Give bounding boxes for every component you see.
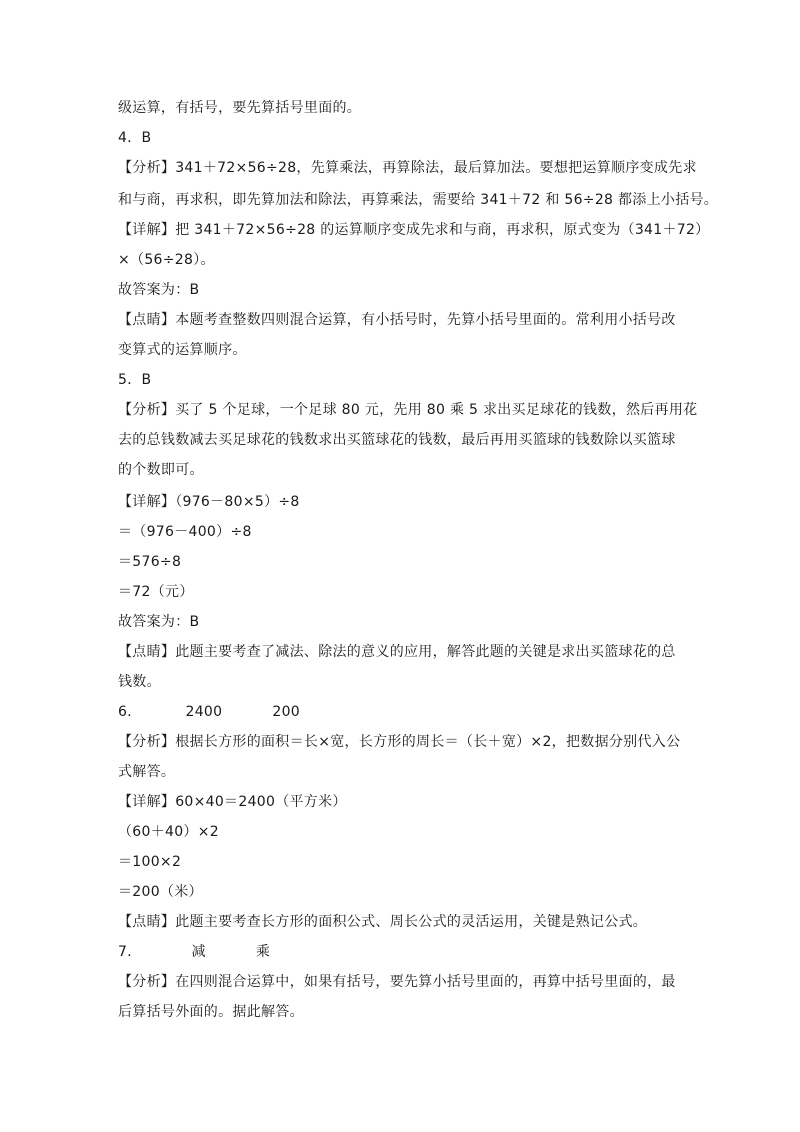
detail-text: （976－80×5）÷8 <box>175 494 300 510</box>
analysis-tag: 【分析】 <box>118 974 176 990</box>
text-line: 后算括号外面的。据此解答。 <box>118 1004 304 1020</box>
answer-heading-q7 <box>118 942 270 962</box>
comment-text: 本题考查整数四则混合运算，有小括号时，先算小括号里面的。常利用小括号改 <box>175 312 676 328</box>
analysis-line <box>118 972 676 992</box>
text-line: 钱数。 <box>118 674 161 690</box>
detail-text: 把 341＋72×56÷28 的运算顺序变成先求和与商，再求积，原式变为（341＋72） <box>175 222 710 238</box>
comment-line <box>118 642 676 662</box>
text-line: 式解答。 <box>118 764 176 780</box>
analysis-tag: 【分析】 <box>118 402 176 418</box>
text-line: ×（56÷28）。 <box>118 252 215 268</box>
equation-line: ＝（976－400）÷8 <box>118 524 252 540</box>
equation-line: ＝100×2 <box>118 854 182 870</box>
comment-tag: 【点睛】 <box>118 914 176 930</box>
detail-line <box>118 220 709 240</box>
question-number: 6． <box>118 704 142 720</box>
detail-text: 60×40＝2400（平方米） <box>175 794 347 810</box>
analysis-tag: 【分析】 <box>118 734 176 750</box>
analysis-text: 341＋72×56÷28，先算乘法，再算除法，最后算加法。要想把运算顺序变成先求 <box>175 160 697 176</box>
equation-line: ＝72（元） <box>118 584 194 600</box>
question-number: 7． <box>118 944 142 960</box>
answer-heading-q5: 5．B <box>118 372 152 388</box>
text-line: 的个数即可。 <box>118 462 204 478</box>
answer-blank-2: 200 <box>272 704 300 720</box>
comment-line <box>118 912 647 932</box>
detail-tag: 【详解】 <box>118 222 176 238</box>
analysis-tag: 【分析】 <box>118 160 176 176</box>
analysis-line <box>118 158 697 178</box>
comment-tag: 【点睛】 <box>118 644 176 660</box>
text-line: 去的总钱数减去买足球花的钱数求出买篮球花的钱数，最后再用买篮球的钱数除以买篮球 <box>118 432 676 448</box>
answer-blank-1: 减 <box>191 944 206 960</box>
analysis-text: 在四则混合运算中，如果有括号，要先算小括号里面的，再算中括号里面的，最 <box>175 974 676 990</box>
answer-blank-1: 2400 <box>185 704 223 720</box>
analysis-line <box>118 732 680 752</box>
comment-tag: 【点睛】 <box>118 312 176 328</box>
equation-line: （60＋40）×2 <box>118 824 219 840</box>
answer-blank-2: 乘 <box>255 944 271 960</box>
analysis-line <box>118 400 697 420</box>
equation-line: ＝200（米） <box>118 884 203 900</box>
detail-line <box>118 492 300 512</box>
answer-line: 故答案为：B <box>118 614 200 630</box>
answer-heading-q4: 4．B <box>118 130 152 146</box>
analysis-text: 根据长方形的面积＝长×宽，长方形的周长＝（长＋宽）×2，把数据分别代入公 <box>175 734 681 750</box>
comment-text: 此题主要考查长方形的面积公式、周长公式的灵活运用，关键是熟记公式。 <box>175 914 648 930</box>
answer-heading-q6 <box>118 702 300 722</box>
detail-tag: 【详解】 <box>118 494 176 510</box>
comment-text: 此题主要考查了减法、除法的意义的应用，解答此题的关键是求出买篮球花的总 <box>175 644 676 660</box>
text-line: 级运算，有括号，要先算括号里面的。 <box>118 100 362 116</box>
detail-line <box>118 792 347 812</box>
text-line: 变算式的运算顺序。 <box>118 342 247 358</box>
equation-line: ＝576÷8 <box>118 554 182 570</box>
answer-line: 故答案为：B <box>118 282 200 298</box>
comment-line <box>118 310 676 330</box>
text-line: 和与商，再求积，即先算加法和除法，再算乘法，需要给 341＋72 和 56÷28 都添上小括号。 <box>118 192 719 208</box>
detail-tag: 【详解】 <box>118 794 176 810</box>
analysis-text: 买了 5 个足球，一个足球 80 元，先用 80 乘 5 求出买足球花的钱数，然后再用花 <box>175 402 698 418</box>
